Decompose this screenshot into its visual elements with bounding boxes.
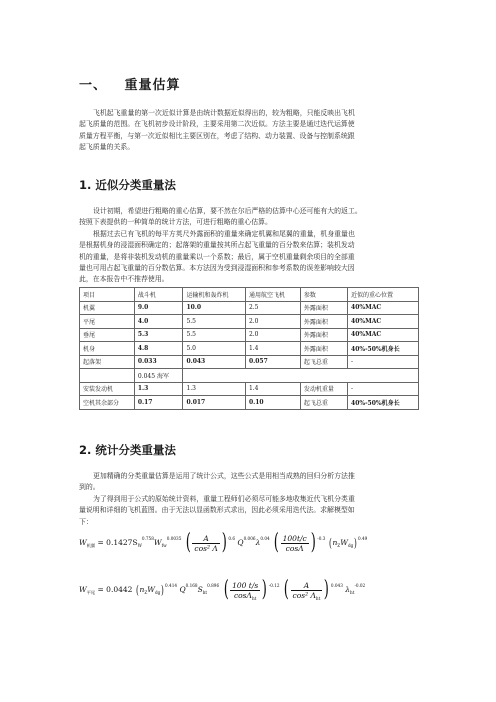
- table-cell: 外露面积: [300, 328, 347, 342]
- eq-exponent: 0.168: [185, 583, 198, 588]
- table-header: 近似的重心位置: [348, 288, 419, 302]
- eq-subscript: ht: [350, 590, 355, 595]
- table-cell: 外露面积: [300, 342, 347, 356]
- text-line: 起飞质量的关系。: [79, 142, 135, 151]
- table-cell: 2.0: [245, 328, 300, 342]
- eq-fraction: [281, 534, 309, 553]
- table-cell: 垂尾: [80, 328, 135, 342]
- table-cell: [80, 369, 135, 383]
- table-header: 参数: [300, 288, 347, 302]
- table-cell: [183, 369, 246, 383]
- table-cell: 0.033: [134, 355, 183, 369]
- table-cell: 机身: [80, 342, 135, 356]
- left-paren-icon: (: [273, 530, 279, 555]
- table-cell: 4.0: [134, 315, 183, 329]
- paragraph-1: [79, 206, 419, 229]
- eq-subscript: W: [137, 543, 142, 548]
- eq-exponent: 0.896: [207, 583, 220, 588]
- right-paren-icon: ): [324, 577, 330, 602]
- eq-subscript: dg: [347, 543, 354, 548]
- text-line: 机的重量，是将非装机发动机的重量乘以一个系数；最后，属于空机重量剩余项目的全部重: [79, 252, 355, 261]
- text-line: 为了得到用于公式的原始统计资料，重量工程师们必须尽可能多地收集近代飞机分类重: [93, 495, 355, 503]
- table-cell: 2.5: [245, 301, 300, 315]
- table-cell: 0.057: [245, 355, 300, 369]
- section-heading: 重量估算: [124, 78, 181, 93]
- eq-symbol: S: [197, 585, 203, 594]
- table-cell: [300, 369, 347, 383]
- paragraph-3: [79, 471, 419, 494]
- text-line: 按照下表提供的一种简单的统计方法，可进行粗略的重心估算。: [79, 218, 272, 227]
- section-title: [79, 74, 181, 93]
- equation-wing-weight: [79, 532, 367, 554]
- table-cell: [245, 369, 300, 383]
- table-cell: 40%MAC: [348, 328, 419, 342]
- eq-exponent: 0.758: [141, 536, 154, 541]
- eq-exponent: 0.0035: [166, 536, 182, 541]
- table-cell: 机翼: [80, 301, 135, 315]
- eq-subscript: Z: [144, 590, 148, 595]
- table-cell: 1.4: [245, 342, 300, 356]
- text-line: 下：: [79, 517, 93, 526]
- eq-denominator-text: cos² Λ: [292, 590, 316, 600]
- table-cell: 0.045 海军: [134, 369, 183, 383]
- intro-paragraph: [79, 108, 419, 153]
- eq-numerator: A: [192, 534, 219, 544]
- table-cell: 5.5: [183, 315, 246, 329]
- table-cell: 空机其余部分: [80, 396, 135, 410]
- eq-subscript: 平尾: [86, 590, 96, 595]
- table-header: 通用航空飞机: [245, 288, 300, 302]
- table-cell: 起落架: [80, 355, 135, 369]
- table-cell: 5.0: [183, 342, 246, 356]
- weight-table: [79, 287, 419, 410]
- table-cell: 0.017: [183, 396, 246, 410]
- table-row: [80, 355, 419, 369]
- table-cell: 0.10: [245, 396, 300, 410]
- table-row: [80, 328, 419, 342]
- right-paren-icon: ): [261, 577, 268, 602]
- text-line: 量说明和详细的飞机蓝图。由于无法以显函数形式求出，因此必须采用迭代法。求解模型如: [79, 506, 355, 515]
- eq-fraction: [230, 581, 260, 600]
- eq-symbol: λ: [255, 538, 261, 547]
- text-line: 到的。: [79, 483, 100, 492]
- text-line: 更加精确的分类重量估算是运用了统计公式，这些公式是用相当成熟的回归分析方法推: [93, 472, 355, 480]
- table-cell: 40%-50%机身长: [348, 396, 419, 410]
- table-row: [80, 301, 419, 315]
- right-paren-icon: ): [221, 530, 227, 555]
- eq-exponent: 0.6: [228, 536, 236, 541]
- eq-symbol: Q: [237, 538, 244, 547]
- table-cell: [348, 369, 419, 383]
- right-paren-icon: ): [354, 536, 358, 550]
- eq-exponent: 0.04: [260, 536, 270, 541]
- table-cell: 起飞总重: [300, 396, 347, 410]
- table-cell: 2.0: [245, 315, 300, 329]
- table-cell: 平尾: [80, 315, 135, 329]
- eq-exponent: 0.043: [330, 583, 343, 588]
- eq-symbol: λ: [345, 585, 351, 594]
- eq-subscript: 机翼: [86, 543, 96, 548]
- table-cell: 安装发动机: [80, 382, 135, 396]
- eq-subscript: fw: [161, 543, 167, 548]
- table-cell: 起飞总重: [300, 355, 347, 369]
- eq-subscript: ht: [251, 595, 257, 601]
- eq-exponent: 0.006: [243, 536, 256, 541]
- table-cell: 0.17: [134, 396, 183, 410]
- eq-symbol: W: [340, 538, 348, 547]
- table-cell: 40%MAC: [348, 315, 419, 329]
- equation-htail-weight: [79, 579, 365, 601]
- table-row: [80, 396, 419, 410]
- text-line: 量也可用占起飞重量的百分数估算。本方法因为受到浸湿面积和参考系数的误差影响较大因: [79, 263, 355, 272]
- table-cell: 1.4: [245, 382, 300, 396]
- eq-exponent: 0.414: [165, 583, 178, 588]
- table-row: [80, 369, 419, 383]
- eq-subscript: ht: [202, 590, 208, 595]
- table-row: [80, 315, 419, 329]
- table-header: 项目: [80, 288, 135, 302]
- text-line: 质量方程平衡，与第一次近似相比主要区别在，考虑了结构、动力装置、设备与控制系统跟: [79, 131, 355, 140]
- table-cell: 40%MAC: [348, 301, 419, 315]
- table-cell: 外露面积: [300, 301, 347, 315]
- eq-subscript: dg: [154, 590, 161, 595]
- eq-subscript: Z: [337, 543, 341, 548]
- text-line: 此，在本报告中不推荐使用。: [79, 275, 169, 284]
- table-header-row: [80, 288, 419, 302]
- left-paren-icon: (: [135, 583, 139, 597]
- text-line: 根据过去已有飞机的每平方英尺外露面积的重量来确定机翼和尾翼的重量，机身重量也: [93, 230, 355, 238]
- table-cell: 1.3: [183, 382, 246, 396]
- paragraph-4: [79, 494, 419, 528]
- eq-numerator: 100t/c: [282, 533, 307, 543]
- table-cell: 5.5: [183, 328, 246, 342]
- left-paren-icon: (: [328, 536, 332, 550]
- eq-coefficient: = 0.1427S: [97, 538, 138, 547]
- eq-symbol: W: [153, 538, 162, 547]
- right-paren-icon: ): [161, 583, 165, 597]
- left-paren-icon: (: [283, 577, 289, 602]
- table-row: [80, 382, 419, 396]
- table-cell: 1.3: [134, 382, 183, 396]
- eq-exponent: 0.49: [358, 536, 368, 541]
- table-cell: 外露面积: [300, 315, 347, 329]
- eq-fraction: [192, 534, 219, 553]
- eq-numerator: A: [291, 581, 323, 591]
- table-cell: 5.3: [134, 328, 183, 342]
- table-header: 战斗机: [134, 288, 183, 302]
- eq-fraction: [291, 581, 323, 600]
- table-row: [80, 342, 419, 356]
- eq-symbol: W: [147, 585, 155, 594]
- heading-stat-method: 2. 统计分类重量法: [79, 443, 176, 457]
- table-cell: 10.0: [183, 301, 246, 315]
- eq-numerator: 100 t/s: [232, 580, 259, 590]
- eq-symbol: n: [139, 585, 145, 594]
- table-cell: 发动机重量: [300, 382, 347, 396]
- eq-denominator: cosΛ: [285, 543, 304, 553]
- table-cell: 4.8: [134, 342, 183, 356]
- section-number: 一、: [79, 78, 108, 93]
- eq-denominator: [291, 591, 323, 600]
- eq-subscript: ht: [315, 595, 321, 601]
- eq-denominator: [230, 591, 260, 600]
- left-paren-icon: (: [185, 530, 191, 555]
- table-cell: 0.043: [183, 355, 246, 369]
- eq-denominator: cos² Λ: [194, 543, 218, 553]
- eq-symbol: W: [79, 585, 87, 594]
- table-cell: -: [348, 382, 419, 396]
- paragraph-2: [79, 229, 419, 285]
- heading-approx-method: 1. 近似分类重量法: [79, 178, 176, 192]
- table-cell: -: [348, 355, 419, 369]
- text-line: 起飞质量的范围。在飞机初步设计阶段，主要采用第二次近似。方法主要是通过迭代运算使: [79, 120, 355, 129]
- table-cell: 9.0: [134, 301, 183, 315]
- left-paren-icon: (: [223, 577, 229, 602]
- eq-exponent: -0.12: [268, 583, 280, 588]
- eq-symbol: n: [332, 538, 338, 547]
- eq-exponent: -0.3: [317, 536, 326, 541]
- eq-symbol: W: [79, 538, 87, 547]
- right-paren-icon: ): [310, 530, 316, 555]
- text-line: 飞机起飞重量的第一次近似计算是由统计数据近似得出的，较为粗略，只能反映出飞机: [93, 109, 355, 117]
- table-cell: 40%-50%机身长: [348, 342, 419, 356]
- eq-symbol: Q: [179, 585, 186, 594]
- text-line: 设计初期，希望进行粗略的重心估算，要不然在尔后严格的估算中心还可能有大的返工。: [93, 207, 362, 215]
- eq-exponent: -0.02: [354, 583, 366, 588]
- table-header: 运输机和轰炸机: [183, 288, 246, 302]
- eq-coefficient: = 0.0442: [97, 585, 133, 594]
- text-line: 是根据机身的浸湿面积确定的；起落架的重量按其所占起飞重量的百分数来估算；装机发动: [79, 241, 355, 250]
- eq-denominator-text: cosΛ: [233, 590, 252, 600]
